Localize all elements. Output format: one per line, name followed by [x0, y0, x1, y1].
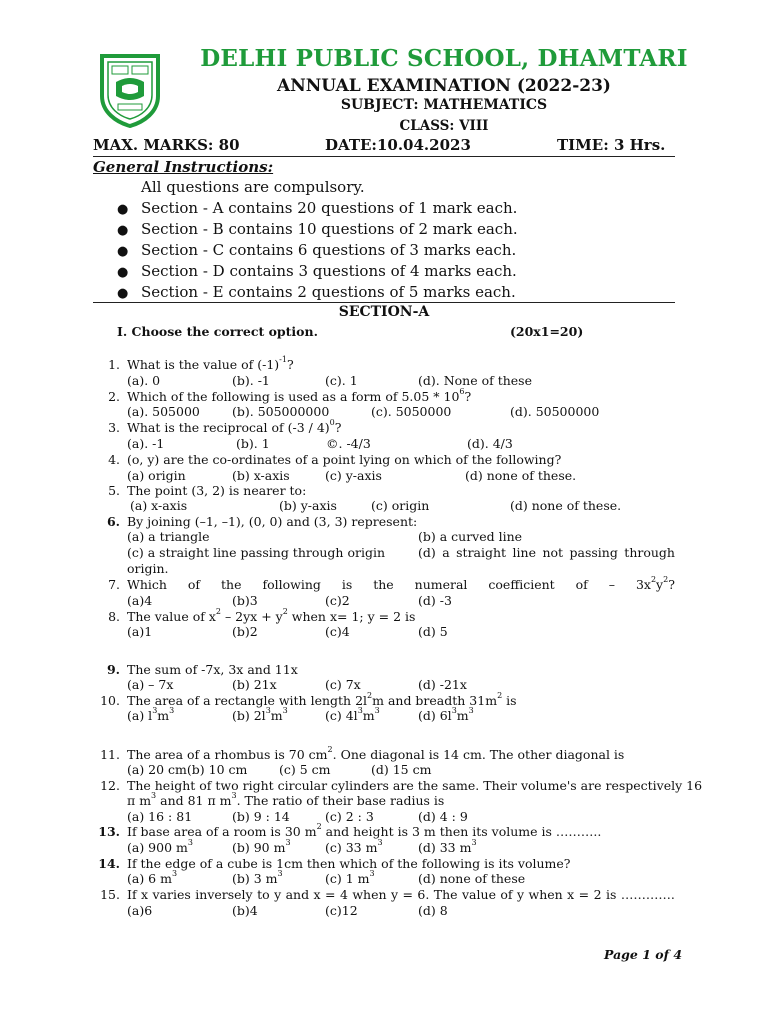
- exam-date: DATE:10.04.2023: [325, 136, 471, 154]
- instruction-item: Section - C contains 6 questions of 3 marks each.: [141, 241, 517, 259]
- option-c: (c) $4l^3m^3$: [325, 706, 380, 723]
- question-text: Which of the following is used as a form of $5.05 * 10^6$?: [127, 387, 472, 404]
- question-text: The sum of -7x, 3x and 11x: [127, 662, 298, 677]
- question-number: 1.: [108, 357, 120, 372]
- option-a: (a)6: [127, 903, 153, 918]
- option-d: (d) 33 $m^3$: [418, 838, 477, 855]
- question-number: 5.: [108, 483, 120, 498]
- header-divider: [93, 156, 675, 157]
- option-d: (d). 4/3: [467, 436, 513, 451]
- option-d: (d) 5: [418, 624, 448, 639]
- option-a: (a) – 7x: [127, 677, 174, 692]
- option-b: (b) $2l^3m^3$: [232, 706, 288, 723]
- option-b: (b) 90 $m^3$: [232, 838, 291, 855]
- option-b: (b) 9 : 14: [232, 809, 290, 824]
- option-c: (c) y-axis: [325, 468, 382, 483]
- question-text: (o, y) are the co-ordinates of a point lying on which of the following?: [127, 452, 562, 467]
- section-instruction: I. Choose the correct option.: [117, 324, 318, 339]
- option-b: (b)4: [232, 903, 258, 918]
- option-c: ©. -4/3: [326, 436, 371, 451]
- question-text: By joining (–1, –1), (0, 0) and (3, 3) represent:: [127, 514, 418, 529]
- option-b: (b). -1: [232, 373, 270, 388]
- question-text: If x varies inversely to y and x = 4 when y = 6. The value of y when x = 2 is ………….: [127, 887, 675, 902]
- question-number: 8.: [108, 609, 120, 624]
- instruction-item: Section - A contains 20 questions of 1 mark each.: [141, 199, 518, 217]
- option-b: (b). 1: [236, 436, 270, 451]
- option-c: (c) origin: [371, 498, 430, 513]
- question-text: What is the value of $(-1)^{-1}$?: [127, 355, 294, 372]
- option-d: (d) $6l^3m^3$: [418, 706, 474, 723]
- option-a: (a) origin: [127, 468, 186, 483]
- question-number: 7.: [108, 577, 120, 592]
- question-number: 12.: [100, 778, 120, 793]
- question-number: 11.: [100, 747, 120, 762]
- question-number: 13.: [98, 824, 120, 839]
- option-c: (c)4: [325, 624, 350, 639]
- option-d: (d) 8: [418, 903, 448, 918]
- option-c: (c) 7x: [325, 677, 361, 692]
- bullet-icon: ●: [117, 202, 129, 217]
- question-text: The area of a rectangle with length $2l^2m$ and breadth $31m^2$ is: [127, 691, 517, 708]
- option-c: (c). 5050000: [371, 404, 452, 419]
- instructions-title: General Instructions:: [93, 158, 274, 176]
- option-c-continuation: origin.: [127, 561, 169, 576]
- option-a: (a)1: [127, 624, 153, 639]
- option-c: (c) 5 cm: [279, 762, 331, 777]
- option-c: (c). 1: [325, 373, 358, 388]
- subject: SUBJECT: MATHEMATICS: [340, 97, 548, 113]
- option-b: (b) 3 $m^3$: [232, 869, 283, 886]
- option-a: (a) 16 : 81: [127, 809, 193, 824]
- option-d: (d). None of these: [418, 373, 532, 388]
- max-marks: MAX. MARKS: 80: [93, 136, 240, 154]
- exam-time: TIME: 3 Hrs.: [557, 136, 666, 154]
- question-number: 15.: [100, 887, 120, 902]
- option-a: (a) 900 $m^3$: [127, 838, 193, 855]
- option-d: (d) -21x: [418, 677, 467, 692]
- question-number: 4.: [108, 452, 120, 467]
- option-c: (c) a straight line passing through origin: [127, 545, 385, 560]
- option-c: (c) 1 $m^3$: [325, 869, 375, 886]
- bullet-icon: ●: [117, 244, 129, 259]
- option-a: (a). -1: [127, 436, 165, 451]
- option-d: (d) 4 : 9: [418, 809, 468, 824]
- option-d: (d). 50500000: [510, 404, 600, 419]
- instruction-item: Section - B contains 10 questions of 2 mark each.: [141, 220, 518, 238]
- exam-title: ANNUAL EXAMINATION (2022-23): [277, 76, 611, 96]
- option-a: (a). 0: [127, 373, 161, 388]
- question-text: The height of two right circular cylinders are the same. Their volume's are respectively 16: [127, 778, 703, 793]
- section-divider: [93, 302, 675, 303]
- option-c: (c) 33 $m^3$: [325, 838, 383, 855]
- option-a: (a) $l^3m^3$: [127, 706, 175, 723]
- option-ab: (a) 20 cm(b) 10 cm: [127, 762, 248, 777]
- option-a: (a). 505000: [127, 404, 200, 419]
- bullet-icon: ●: [117, 223, 129, 238]
- class: CLASS: VIII: [399, 118, 489, 134]
- option-d: (d) none of these.: [510, 498, 622, 513]
- option-b: (b) 21x: [232, 677, 277, 692]
- option-d: (d) none of these: [418, 871, 526, 886]
- question-text: The area of a rhombus is 70 $cm^2$. One diagonal is 14 cm. The other diagonal is: [127, 745, 625, 762]
- option-c: (c)12: [325, 903, 358, 918]
- bullet-icon: ●: [117, 265, 129, 280]
- question-text: The point (3, 2) is nearer to:: [127, 483, 307, 498]
- option-b: (b) x-axis: [232, 468, 290, 483]
- bullet-icon: ●: [117, 286, 129, 301]
- option-b: (b)3: [232, 593, 258, 608]
- page-number: Page 1 of 4: [604, 947, 683, 962]
- option-c: (c)2: [325, 593, 350, 608]
- option-a: (a)4: [127, 593, 153, 608]
- section-marks: (20x1=20): [510, 324, 584, 339]
- instruction-item: Section - D contains 3 questions of 4 marks each.: [141, 262, 517, 280]
- option-d: (d) none of these.: [465, 468, 577, 483]
- question-number: 9.: [106, 662, 120, 677]
- question-text: What is the reciprocal of (-3 / 4)$^0$?: [127, 418, 342, 435]
- option-d: (d) -3: [418, 593, 452, 608]
- option-a: (a) x-axis: [130, 498, 188, 513]
- option-b: (b)2: [232, 624, 258, 639]
- option-d: (d) 15 cm: [371, 762, 432, 777]
- option-b: (b). 505000000: [232, 404, 330, 419]
- option-d: (d) a straight line not passing through: [418, 545, 675, 560]
- option-a: (a) a triangle: [127, 529, 210, 544]
- question-number: 3.: [108, 420, 120, 435]
- question-text-continuation: π $m^3$ and 81 π $m^3$. The ratio of their base radius is: [127, 791, 445, 808]
- question-number: 14.: [98, 856, 120, 871]
- section-title: SECTION-A: [338, 304, 430, 320]
- option-a: (a) 6 $m^3$: [127, 869, 178, 886]
- question-number: 6.: [106, 514, 120, 529]
- option-c: (c) 2 : 3: [325, 809, 374, 824]
- question-number: 2.: [108, 389, 120, 404]
- question-number: 10.: [100, 693, 120, 708]
- instruction-item: Section - E contains 2 questions of 5 marks each.: [141, 283, 516, 301]
- question-text: If base area of a room is 30 $m^2$ and height is 3 m then its volume is ………..: [127, 822, 602, 839]
- school-name: DELHI PUBLIC SCHOOL, DHAMTARI: [200, 45, 688, 72]
- question-text: If the edge of a cube is 1cm then which of the following is its volume?: [127, 856, 571, 871]
- option-b: (b) a curved line: [418, 529, 523, 544]
- question-text: The value of $x^2 - 2yx + y^2$ when x= 1; y = 2 is: [127, 607, 416, 624]
- question-text: Which of the following is the numeral coefficient of – $3x^2y^2$?: [127, 575, 675, 592]
- option-b: (b) y-axis: [279, 498, 337, 513]
- instructions-intro: All questions are compulsory.: [141, 178, 365, 196]
